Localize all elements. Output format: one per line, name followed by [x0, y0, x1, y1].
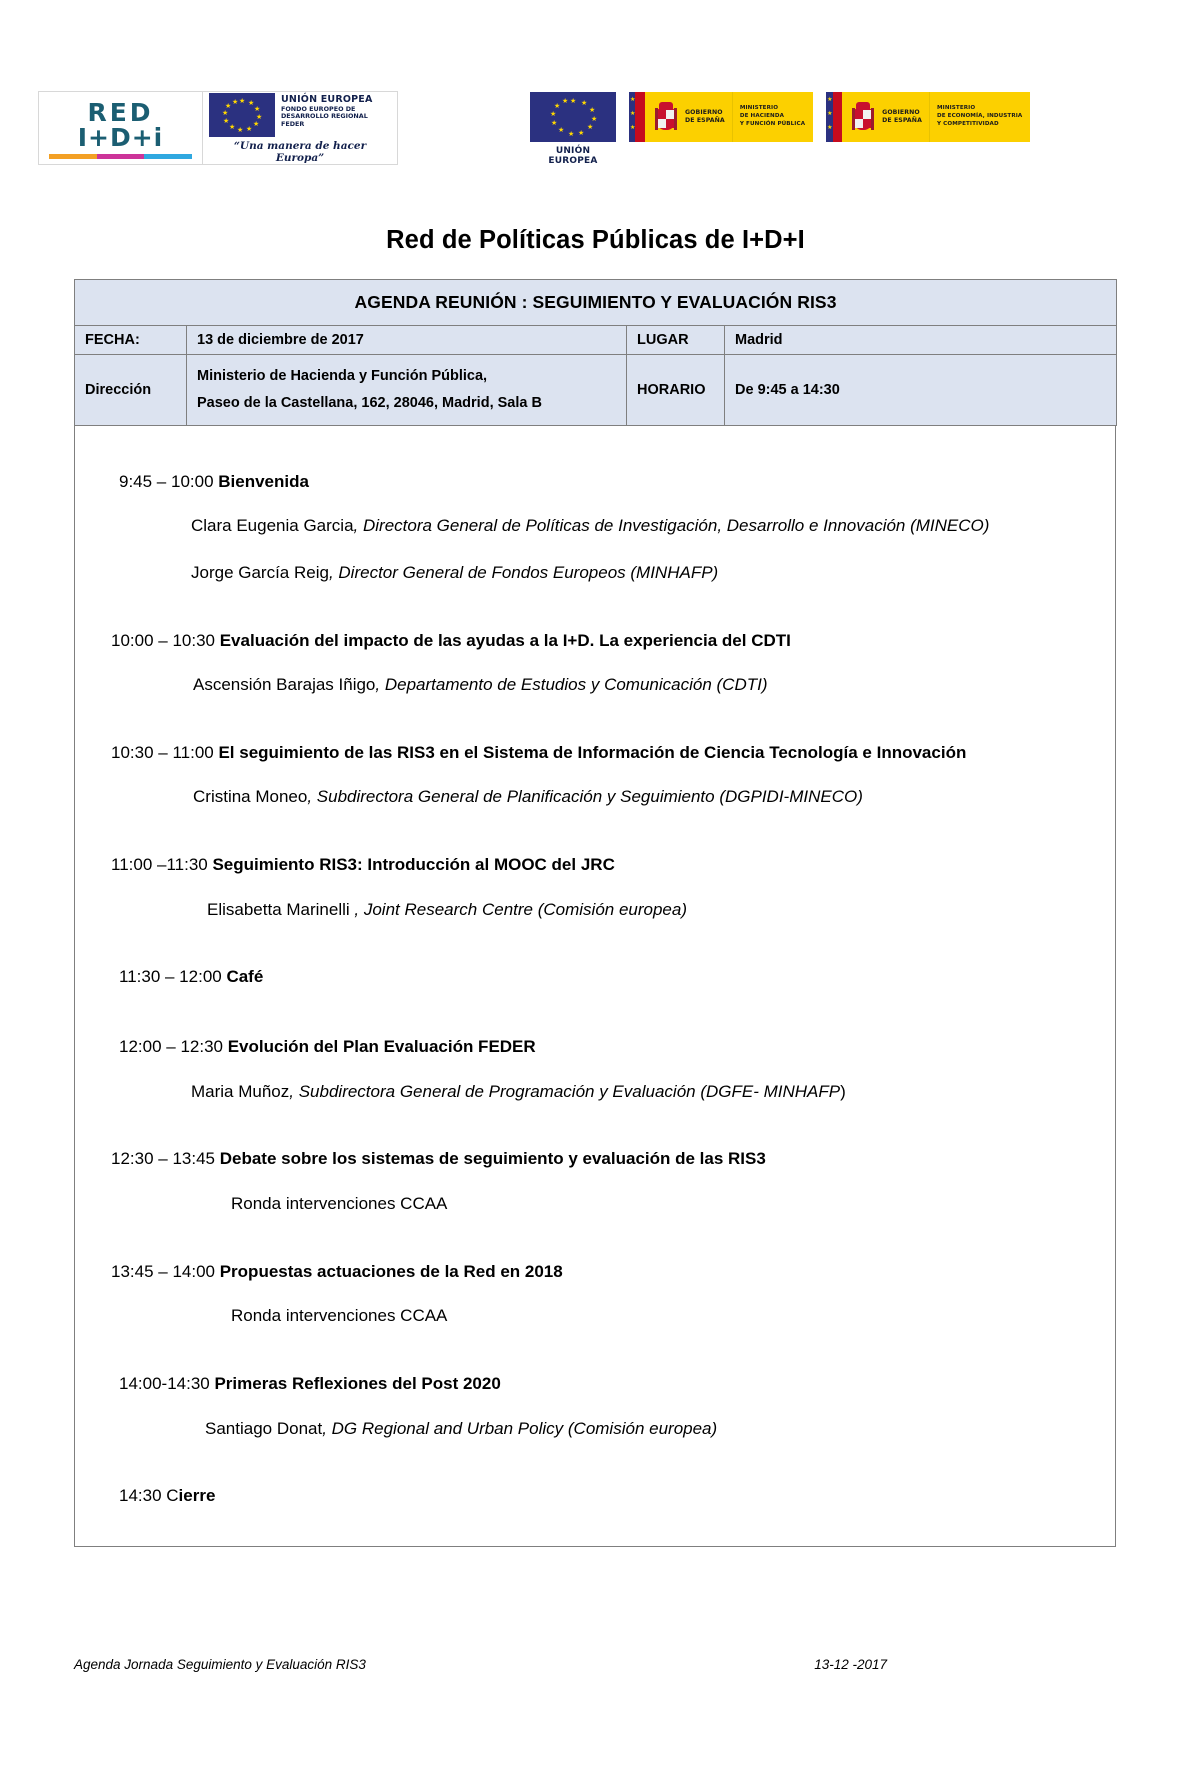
agenda-item-time: 10:30 – 11:00: [111, 742, 219, 762]
agenda-item-time: 10:00 – 10:30: [111, 630, 220, 650]
agenda-item-spacer: [97, 1220, 1093, 1260]
table-row: [75, 280, 1117, 326]
agenda-item-title: Propuestas actuaciones de la Red en 2018: [219, 1261, 563, 1281]
speaker-name: Cristina Moneo: [193, 787, 308, 807]
agenda-item-heading: [97, 965, 1093, 990]
speaker-name: Ronda intervenciones CCAA: [231, 1193, 448, 1213]
gobierno-line2: DE ESPAÑA: [685, 117, 725, 124]
agenda-item-time: 11:00 –11:30: [111, 855, 213, 875]
agenda-item-time: 9:45 – 10:00: [119, 471, 219, 491]
agenda-item: [97, 853, 1093, 922]
agenda-item-time: 14:30 C: [119, 1486, 179, 1506]
agenda-item-heading: [97, 470, 1093, 495]
eu-logo-caption: UNIÓN EUROPEA: [548, 146, 598, 166]
agenda-speaker: [97, 1304, 1093, 1329]
agenda-item-heading: [97, 741, 1093, 766]
feder-slogan: “Una manera de hacer Europa”: [233, 139, 367, 164]
gobierno-economia-logo: [826, 92, 1030, 142]
agenda-item: [97, 1035, 1093, 1104]
feder-sub-line2: DESARROLLO REGIONAL: [281, 112, 368, 121]
eu-flag-icon: ★ ★ ★ ★ ★ ★ ★ ★ ★ ★ ★ ★: [209, 93, 275, 137]
direccion-value: [187, 355, 627, 426]
spain-coat-of-arms-icon: [848, 92, 878, 142]
red-idi-mark: [39, 92, 203, 164]
ministerio-hacienda-label: [733, 92, 813, 142]
agenda-item-spacer: [97, 701, 1093, 741]
red-idi-logo: [38, 91, 398, 165]
fecha-value: 13 de diciembre de 2017: [187, 326, 627, 355]
speaker-role-tail: ): [840, 1081, 846, 1101]
agenda-item-spacer: [97, 1444, 1093, 1484]
agenda-item-spacer: [97, 1107, 1093, 1147]
gobierno-line1: GOBIERNO: [882, 108, 920, 116]
horario-value: De 9:45 a 14:30: [725, 355, 1117, 426]
agenda-speaker: [97, 1417, 1093, 1442]
red-idi-colorbar: [49, 154, 192, 159]
agenda-item-spacer: [97, 925, 1093, 965]
feder-title: UNIÓN EUROPEA: [281, 93, 373, 105]
speaker-role: , Subdirectora General de Programación y Evaluación (DGFE- MINHAFP: [289, 1081, 841, 1101]
meeting-info-table: [74, 279, 1117, 426]
agenda-item-heading: [97, 629, 1093, 654]
agenda-item-time: 12:00 – 12:30: [119, 1037, 228, 1057]
agenda-schedule-list: [74, 426, 1116, 1547]
speaker-role: , Joint Research Centre (Comisión europea): [354, 899, 688, 919]
ministerio-economia-label: [930, 92, 1030, 142]
ministerio-line3: Y FUNCIÓN PÚBLICA: [739, 120, 806, 127]
direccion-label: Dirección: [75, 355, 187, 426]
gobierno-line2: DE ESPAÑA: [882, 117, 922, 124]
speaker-name: Clara Eugenia Garcia: [191, 516, 354, 536]
spain-coat-of-arms-icon: [651, 92, 681, 142]
direccion-line2: Paseo de la Castellana, 162, 28046, Madrid, Sala B: [197, 394, 542, 411]
agenda-item-heading: [97, 1147, 1093, 1172]
agenda-item: [97, 1484, 1093, 1509]
agenda-speaker: [97, 673, 1093, 698]
agenda-item-time: 12:30 – 13:45: [111, 1149, 220, 1169]
agenda-item-spacer: [97, 1332, 1093, 1372]
agenda-item-heading: [97, 1260, 1093, 1285]
agenda-item-time: 14:00-14:30: [119, 1373, 215, 1393]
document-page: [0, 86, 1191, 1770]
table-row: [75, 326, 1117, 355]
speaker-name: Santiago Donat: [205, 1418, 323, 1438]
horario-label: HORARIO: [627, 355, 725, 426]
agenda-speaker: [97, 785, 1093, 810]
feder-sub-line3: FEDER: [281, 120, 305, 129]
gobierno-line1: GOBIERNO: [685, 108, 723, 116]
agenda-speaker: [97, 898, 1093, 923]
agenda-item-spacer: [97, 813, 1093, 853]
agenda-item-heading: [97, 1484, 1093, 1509]
logo-band: [74, 86, 1117, 206]
ministerio-line1: MINISTERIO: [936, 105, 976, 112]
gobierno-label: [681, 92, 733, 142]
agenda-item-heading: [97, 1372, 1093, 1397]
lugar-label: LUGAR: [627, 326, 725, 355]
agenda-item: [97, 741, 1093, 810]
speaker-name: Elisabetta Marinelli: [207, 899, 355, 919]
ministerio-line3: Y COMPETITIVIDAD: [936, 120, 999, 127]
spain-flag-strip-icon: ★ ★ ★: [826, 92, 848, 142]
institutional-logos: [530, 92, 1030, 166]
lugar-value: Madrid: [725, 326, 1117, 355]
fecha-label: FECHA:: [75, 326, 187, 355]
agenda-item-time: 11:30 – 12:00: [119, 967, 227, 987]
agenda-item-title: Primeras Reflexiones del Post 2020: [214, 1373, 501, 1393]
speaker-name: Jorge García Reig: [191, 562, 329, 582]
agenda-speaker: [97, 561, 1093, 586]
agenda-item: [97, 965, 1093, 990]
speaker-name: Ronda intervenciones CCAA: [231, 1306, 448, 1326]
agenda-item-title: Seguimiento RIS3: Introducción al MOOC del JRC: [212, 855, 615, 875]
ministerio-line2: DE ECONOMÍA, INDUSTRIA: [936, 113, 1023, 120]
feder-sub-line1: FONDO EUROPEO DE: [281, 104, 356, 113]
speaker-role: , DG Regional and Urban Policy (Comisión europea): [322, 1418, 718, 1438]
footer-right-date: 13-12 -2017: [814, 1657, 887, 1672]
page-title: Red de Políticas Públicas de I+D+I: [386, 226, 805, 254]
speaker-role: , Departamento de Estudios y Comunicación (CDTI): [375, 675, 768, 695]
speaker-role: , Subdirectora General de Planificación y Seguimiento (DGPIDI-MINECO): [307, 787, 863, 807]
agenda-item-title: ierre: [178, 1486, 216, 1506]
agenda-item: [97, 1260, 1093, 1329]
agenda-item-title: Café: [226, 967, 264, 987]
agenda-speaker: [97, 1080, 1093, 1105]
agenda-item: [97, 1372, 1093, 1441]
speaker-name: Ascensión Barajas Iñigo: [193, 675, 376, 695]
agenda-item-heading: [97, 1035, 1093, 1060]
footer-left-text: Agenda Jornada Seguimiento y Evaluación RIS3: [74, 1657, 366, 1672]
direccion-line1: Ministerio de Hacienda y Función Pública,: [197, 368, 488, 384]
agenda-item-title: Evolución del Plan Evaluación FEDER: [227, 1037, 536, 1057]
agenda-item-heading: [97, 853, 1093, 878]
agenda-item: [97, 629, 1093, 698]
table-row: [75, 355, 1117, 426]
agenda-item: [97, 1147, 1093, 1216]
speaker-role: , Director General de Fondos Europeos (MINHAFP): [328, 562, 719, 582]
feder-logo: [203, 92, 397, 164]
gobierno-hacienda-logo: [629, 92, 813, 142]
agenda-item-spacer: [97, 993, 1093, 1035]
agenda-item-time: 13:45 – 14:00: [111, 1261, 220, 1281]
agenda-item: [97, 470, 1093, 586]
red-idi-line2: I+D+i: [77, 122, 164, 152]
page-footer: [74, 1657, 1117, 1672]
speaker-name: Maria Muñoz: [191, 1081, 290, 1101]
agenda-header-title: AGENDA REUNIÓN : SEGUIMIENTO Y EVALUACIÓN RIS3: [75, 280, 1117, 326]
agenda-item-title: Debate sobre los sistemas de seguimiento y evaluación de las RIS3: [219, 1149, 766, 1169]
agenda-item-title: Evaluación del impacto de las ayudas a la I+D. La experiencia del CDTI: [219, 630, 791, 650]
agenda-item-spacer: [97, 589, 1093, 629]
eu-flag-icon: ★ ★ ★ ★ ★ ★ ★ ★ ★ ★ ★ ★: [530, 92, 616, 142]
spain-flag-strip-icon: ★ ★ ★: [629, 92, 651, 142]
agenda-speaker: [97, 514, 1093, 539]
agenda-item-title: El seguimiento de las RIS3 en el Sistema de Información de Ciencia Tecnología e Innovación: [218, 742, 967, 762]
red-idi-line1: RED: [87, 97, 154, 127]
agenda-item-title: Bienvenida: [218, 471, 309, 491]
ministerio-line2: DE HACIENDA: [739, 113, 785, 120]
speaker-role: , Directora General de Políticas de Investigación, Desarrollo e Innovación (MINECO): [353, 516, 990, 536]
ministerio-line1: MINISTERIO: [739, 105, 779, 112]
gobierno-label: [878, 92, 930, 142]
agenda-speaker: [97, 1192, 1093, 1217]
eu-logo: [530, 92, 616, 166]
